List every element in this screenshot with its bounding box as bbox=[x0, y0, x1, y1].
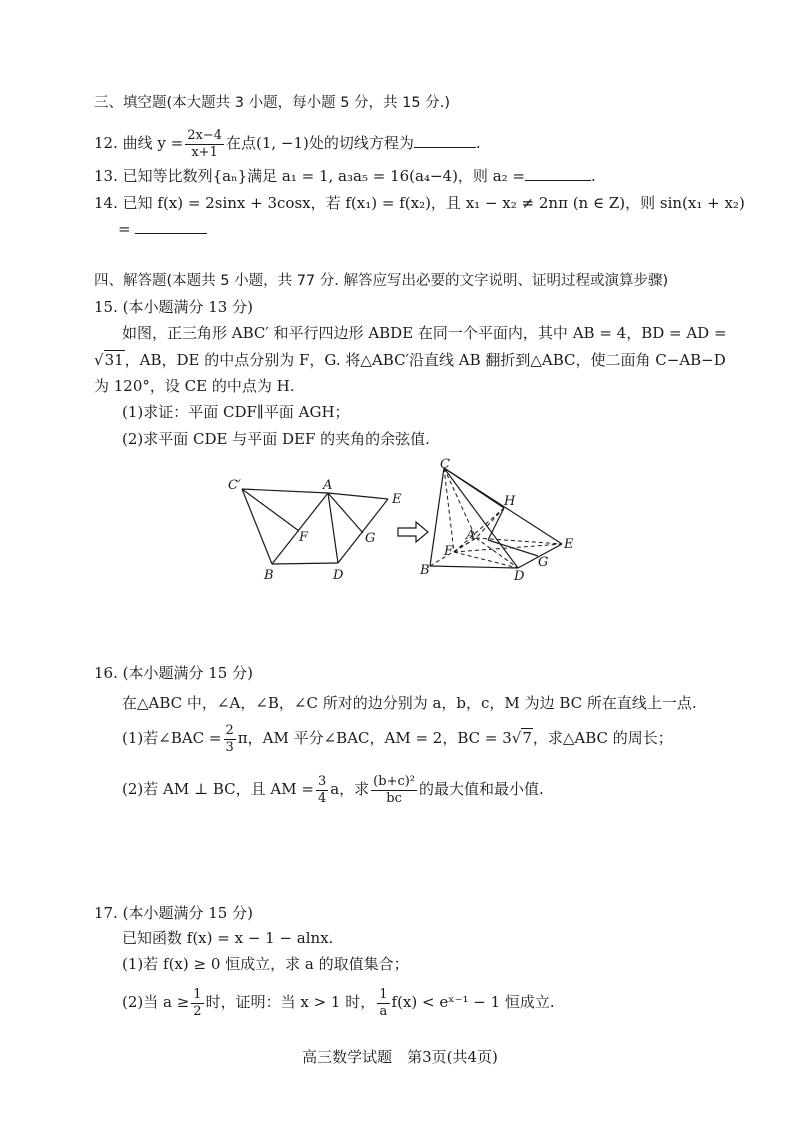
page-footer: 高三数学试题 第3页(共4页) bbox=[302, 1048, 498, 1066]
label-b-right: B bbox=[420, 563, 430, 578]
q16-part-1: (1)若∠BAC = $\frac{2}{3}$ π，AM 平分∠BAC，AM = 2，BC = 3√7，求△ABC 的周长； bbox=[122, 722, 673, 755]
q16-p1-fraction: $\frac{2}{3}$ bbox=[225, 722, 234, 755]
q12-fraction bbox=[185, 128, 224, 161]
q15-part-2: (2)求平面 CDE 与平面 DEF 的夹角的余弦值. bbox=[122, 430, 430, 448]
q15-line-1: 如图，正三角形 ABC′ 和平行四边形 ABDE 在同一个平面内，其中 AB = 4，BD = AD = bbox=[122, 324, 727, 342]
q15-title: 15. (本小题满分 13 分) bbox=[94, 298, 253, 316]
label-c-right: C bbox=[440, 457, 450, 472]
q15-line-2-rest: ，AB，DE 的中点分别为 F，G. 将△ABC′沿直线 AB 翻折到△ABC，使二面角 C−AB−D bbox=[124, 351, 726, 369]
q12-prefix: 12. 曲线 y = bbox=[94, 134, 184, 152]
q17-p2-fraction-1: $\frac{1}{2}$ bbox=[193, 986, 202, 1019]
q13-text: 13. 已知等比数列{aₙ}满足 a₁ = 1, a₃a₅ = 16(a₄−4)，则 a₂ = bbox=[94, 167, 525, 185]
label-e-right: E bbox=[564, 537, 574, 552]
q15-line-2: √31，AB，DE 的中点分别为 F，G. 将△ABC′沿直线 AB 翻折到△ABC，使二面角 C−AB−D bbox=[94, 351, 726, 369]
q12-suffix: 在点(1, −1)处的切线方程为 bbox=[225, 134, 414, 152]
q15-figure bbox=[220, 456, 600, 586]
label-b-left: B bbox=[264, 568, 274, 583]
q17-p2-a: (2)当 a ≥ bbox=[122, 993, 190, 1011]
label-d-right: D bbox=[514, 569, 525, 584]
label-g-right: G bbox=[538, 555, 549, 570]
q16-part-2 bbox=[122, 770, 544, 808]
q16-intro: 在△ABC 中，∠A，∠B，∠C 所对的边分别为 a，b，c，M 为边 BC 所在直线上一点. bbox=[122, 694, 697, 712]
q13-answer-blank[interactable] bbox=[525, 166, 591, 181]
q16-p2-fraction-2: $\frac{\text{(b+c)²}}{bc}$ bbox=[373, 773, 416, 806]
question-13: 13. 已知等比数列{aₙ}满足 a₁ = 1, a₃a₅ = 16(a₄−4)，则 a₂ = . bbox=[94, 167, 596, 185]
q15-part-1: (1)求证：平面 CDF∥平面 AGH； bbox=[122, 403, 350, 421]
q16-p2-b: a，求 bbox=[330, 780, 370, 798]
q15-line-3: 为 120°，设 CE 的中点为 H. bbox=[94, 377, 295, 395]
fold-arrow-icon bbox=[398, 522, 428, 542]
label-g-left: G bbox=[365, 531, 376, 546]
q12-frac-num: 2x−4 bbox=[187, 127, 222, 143]
q16-p1-c: ，求△ABC 的周长； bbox=[532, 729, 673, 747]
left-figure bbox=[242, 489, 388, 564]
q17-p2-b: 时，证明：当 x > 1 时， bbox=[205, 993, 376, 1011]
q17-title: 17. (本小题满分 15 分) bbox=[94, 904, 253, 922]
question-12: 12. 曲线 y = $\frac{2x-4}{x+1}$ 在点(1, −1)处的切线方程为 . bbox=[94, 127, 481, 160]
q16-p1-a: (1)若∠BAC = bbox=[122, 729, 222, 747]
q14-answer-blank[interactable] bbox=[135, 219, 207, 234]
question-14-line-1: 14. 已知 f(x) = 2sinx + 3cosx，若 f(x₁) = f(x₂)，且 x₁ − x₂ ≠ 2nπ (n ∈ Z)，则 sin(x₁ + x₂) bbox=[94, 194, 745, 212]
label-d-left: D bbox=[333, 568, 344, 583]
label-f-left: F bbox=[299, 530, 309, 545]
q16-sqrt-7: 7 bbox=[522, 729, 532, 747]
q12-answer-blank[interactable] bbox=[414, 133, 476, 148]
q17-part-1: (1)若 f(x) ≥ 0 恒成立，求 a 的取值集合； bbox=[122, 955, 409, 973]
label-h-right: H bbox=[504, 494, 516, 509]
label-a-right: A bbox=[466, 528, 476, 543]
q16-p2-a: (2)若 AM ⊥ BC，且 AM = bbox=[122, 780, 314, 798]
label-a-left: A bbox=[323, 478, 333, 493]
q12-frac-den: x+1 bbox=[191, 144, 218, 160]
q15-sqrt-31: 31 bbox=[104, 351, 124, 369]
section-4-heading: 四、解答题(本题共 5 小题，共 77 分. 解答应写出必要的文字说明、证明过程或演算步骤) bbox=[94, 273, 669, 289]
q17-part-2 bbox=[122, 983, 555, 1021]
q17-p2-fraction-2: $\frac{1}{a}$ bbox=[379, 986, 388, 1019]
q16-title: 16. (本小题满分 15 分) bbox=[94, 664, 253, 682]
q17-p2-c: f(x) < eˣ⁻¹ − 1 恒成立. bbox=[391, 993, 555, 1011]
label-c-prime: C′ bbox=[228, 478, 241, 493]
q14-equals: = bbox=[118, 220, 131, 238]
label-e-left: E bbox=[392, 492, 402, 507]
q16-p2-c: 的最大值和最小值. bbox=[419, 780, 544, 798]
q17-intro: 已知函数 f(x) = x − 1 − alnx. bbox=[122, 929, 334, 947]
q16-p2-fraction-1: $\frac{3}{4}$ bbox=[317, 773, 327, 806]
question-14-line-2 bbox=[118, 219, 207, 239]
label-f-right: F bbox=[444, 544, 454, 559]
q16-p1-b: π，AM 平分∠BAC，AM = 2，BC = 3 bbox=[237, 729, 512, 747]
section-3-heading: 三、填空题(本大题共 3 小题，每小题 5 分，共 15 分.) bbox=[94, 95, 450, 111]
